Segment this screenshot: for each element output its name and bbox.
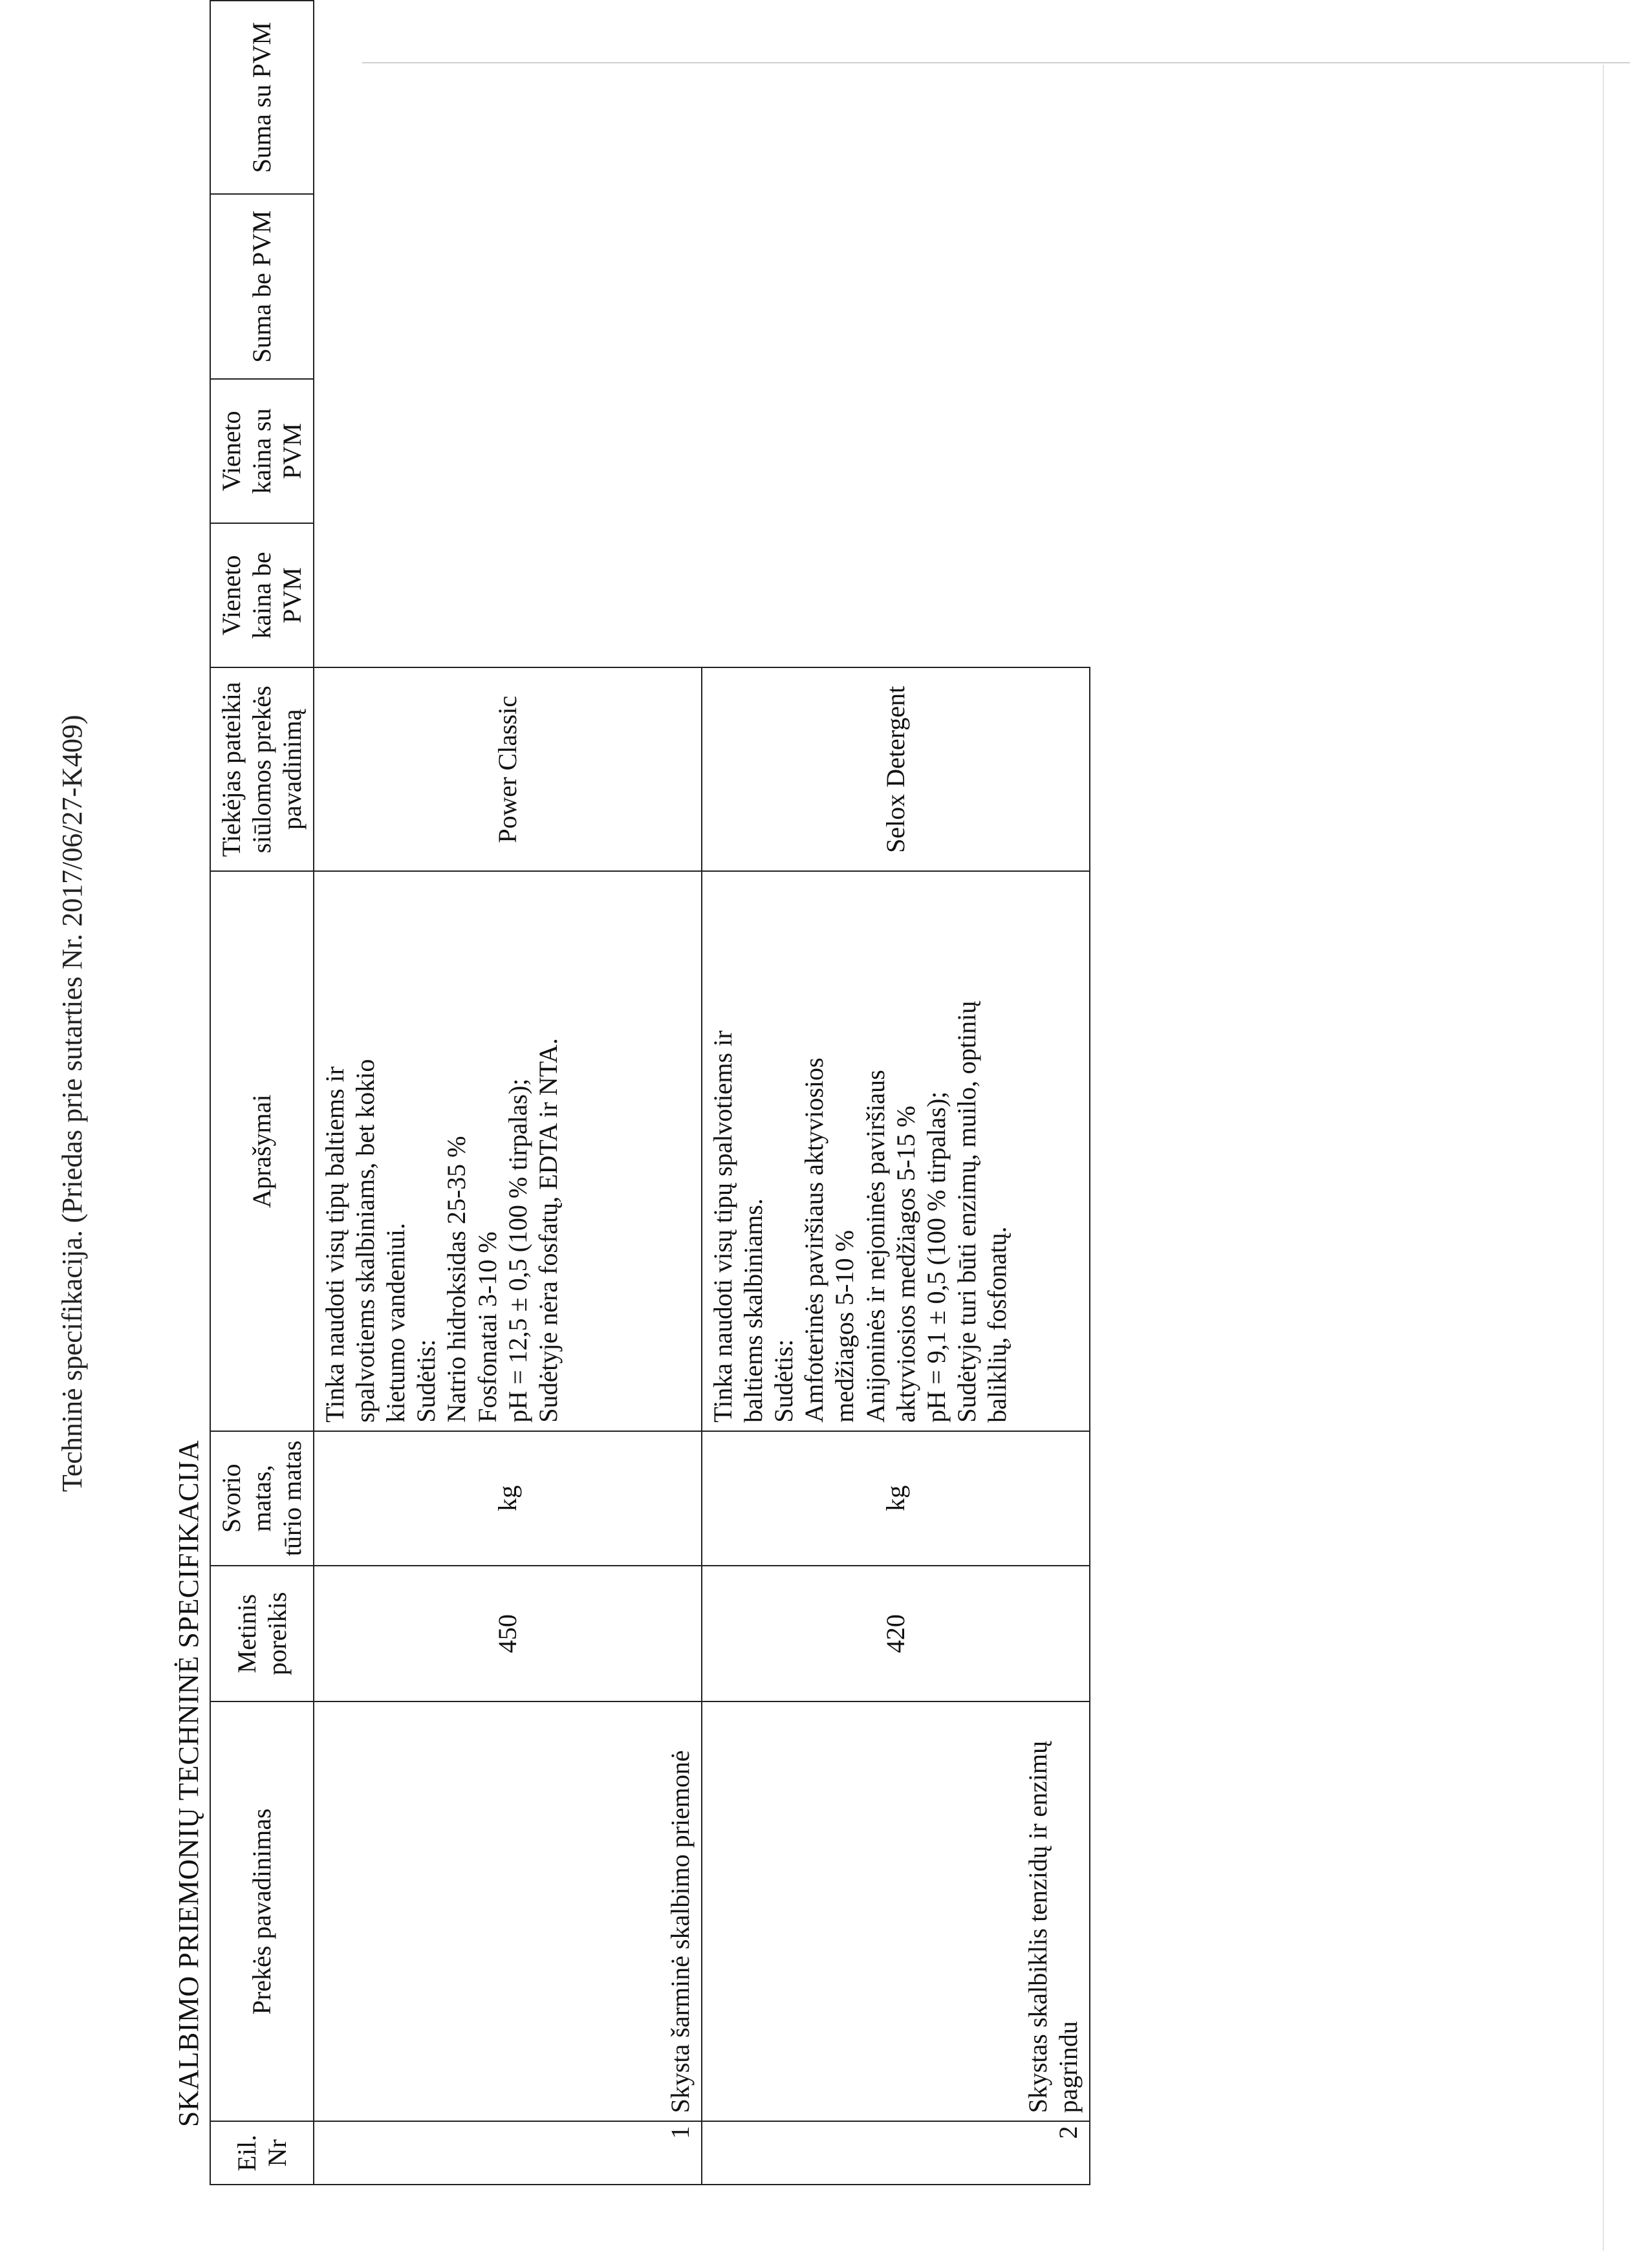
description-line: Sudėtis: [768,1339,798,1423]
row-unit-price-incl-vat [702,379,1090,523]
row-sum-incl-vat [702,1,1090,194]
row-annual-need: 450 [314,1566,702,1702]
row-offered-product: Power Classic [314,667,702,871]
row-sum-incl-vat [314,1,702,194]
table-header-row [210,1,314,2185]
header-sum-excl-vat: Suma be PVM [210,194,314,379]
description-line: spalvotiems skalbiniams, bet kokio [350,1059,380,1423]
row-unit: kg [702,1431,1090,1566]
header-unit: Svorio matas, tūrio matas [210,1431,314,1566]
description-line: Amfoterinės paviršiaus aktyviosios [799,1057,829,1423]
row-product-name: Skysta šarminė skalbimo priemonė [314,1701,702,2121]
description-line: kietumo vandeniui. [380,1222,410,1423]
description-line: Fosfonatai 3-10 % [472,1231,502,1423]
header-nr: Eil. Nr [210,2121,314,2185]
header-offered-product: Tiekėjas pateikia siūlomos prekės pavadinimą [210,667,314,871]
document-header: Techninė specifikacija. (Priedas prie sutarties Nr. 2017/06/27-K409) [56,715,88,1492]
description-line: aktyviosios medžiagos 5-15 % [891,1105,920,1423]
description-line: pH = 9,1 ± 0,5 (100 % tirpalas); [921,1091,951,1423]
header-sum-incl-vat: Suma su PVM [210,1,314,194]
table-row [702,1,1090,2185]
row-annual-need: 420 [702,1566,1090,1702]
table-title: SKALBIMO PRIEMONIŲ TECHNINĖ SPECIFIKACIJA [173,1440,204,2127]
header-description: Aprašymai [210,871,314,1431]
row-sum-excl-vat [702,194,1090,379]
row-nr: 1 [314,2121,702,2185]
description-line: medžiagos 5-10 % [830,1230,860,1423]
row-sum-excl-vat [314,194,702,379]
description-line: baliklių, fosfonatų. [982,1226,1012,1423]
row-unit-price-excl-vat [702,523,1090,667]
description-line: Sudėtis: [411,1339,441,1423]
row-unit: kg [314,1431,702,1566]
row-description [314,871,702,1431]
row-offered-product: Selox Detergent [702,667,1090,871]
row-unit-price-incl-vat [314,379,702,523]
description-line: Sudėtyje turi būti enzimų, muilo, optinių [952,1000,982,1423]
table-row [314,1,702,2185]
row-unit-price-excl-vat [314,523,702,667]
description-line: Tinka naudoti visų tipų spalvotiems ir [708,1030,737,1423]
row-product-name: Skystas skalbiklis tenzidų ir enzimų pagrindu [702,1701,1090,2121]
description-line: Anijoninės ir nejoninės paviršiaus [860,1070,890,1423]
header-unit-price-excl-vat: Vieneto kaina be PVM [210,523,314,667]
row-description [702,871,1090,1431]
header-unit-price-incl-vat: Vieneto kaina su PVM [210,379,314,523]
description-line: Natrio hidroksidas 25-35 % [442,1136,471,1423]
description-line: baltiems skalbiniams. [738,1198,768,1423]
description-line: pH = 12,5 ± 0,5 (100 % tirpalas); [503,1078,532,1423]
header-product-name: Prekės pavadinimas [210,1701,314,2121]
header-annual-need: Metinis poreikis [210,1566,314,1702]
specification-table [210,0,1090,2185]
description-line: Tinka naudoti visų tipų baltiems ir [319,1066,349,1423]
row-nr: 2 [702,2121,1090,2185]
description-line: Sudėtyje nėra fosfatų, EDTA ir NTA. [533,1038,563,1423]
